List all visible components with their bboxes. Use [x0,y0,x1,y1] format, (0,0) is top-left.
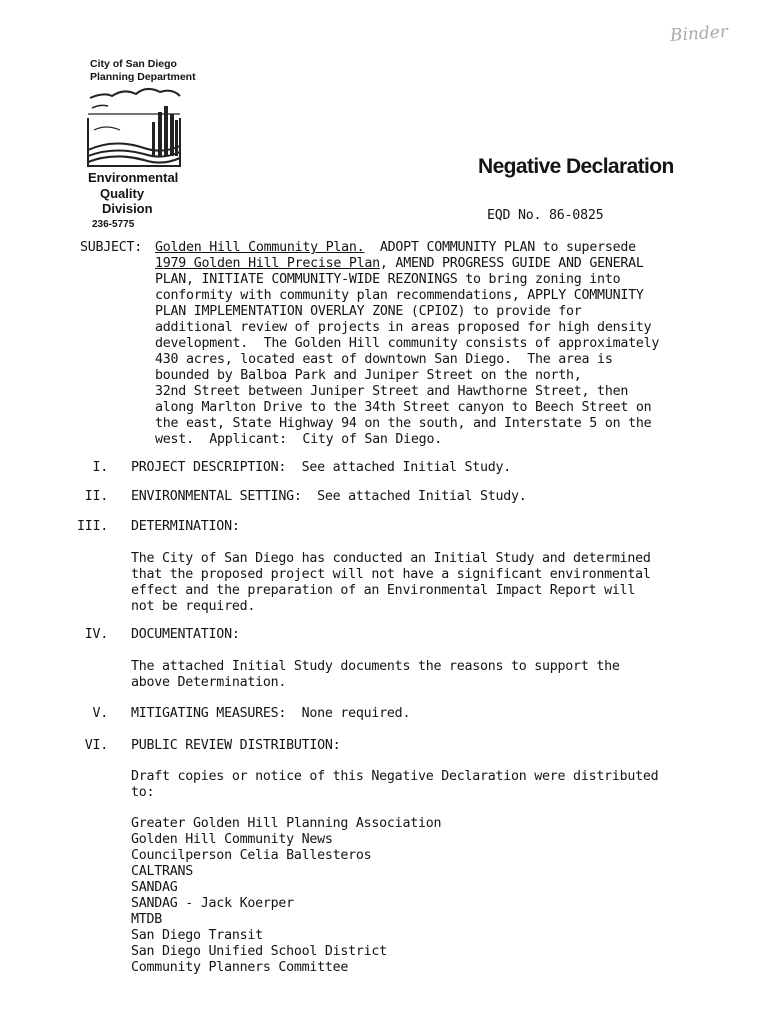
subject-line: along Marlton Drive to the 34th Street canyon to Beech Street on [155,400,652,415]
subject-line: development. The Golden Hill community consists of approximately [155,336,660,351]
phone-number: 236-5775 [92,219,135,230]
section-number: IV. [84,627,108,642]
subject-line: the east, State Highway 94 on the south, and Interstate 5 on the [155,416,652,431]
list-item: Councilperson Celia Ballesteros [131,848,372,863]
document-title: Negative Declaration [478,155,674,178]
department-name: Planning Department [90,71,196,83]
org-name: City of San Diego [90,58,177,70]
section-heading: DOCUMENTATION: [131,627,240,642]
section-heading: DETERMINATION: [131,519,240,534]
list-item: MTDB [131,912,163,927]
list-item: CALTRANS [131,864,194,879]
section-number: V. [92,706,108,721]
division-line-3: Division [102,201,153,216]
subject-line: Golden Hill Community Plan. ADOPT COMMUNITY PLAN to supersede [155,240,636,255]
list-item: Community Planners Committee [131,960,349,975]
subject-line: 32nd Street between Juniper Street and Hawthorne Street, then [155,384,629,399]
division-line-2: Quality [100,185,145,201]
list-item: SANDAG [131,880,178,895]
subject-title: Golden Hill Community Plan. [155,240,365,255]
division-title [88,170,178,217]
section-heading: MITIGATING MEASURES: None required. [131,706,411,721]
superseded-plan: 1979 Golden Hill Precise Plan [155,256,380,271]
eqd-number: EQD No. 86-0825 [487,208,604,223]
section-number: VI. [84,738,108,753]
subject-label: SUBJECT: [80,240,143,255]
subject-line: PLAN, INITIATE COMMUNITY-WIDE REZONINGS to bring zoning into [155,272,621,287]
list-item: SANDAG - Jack Koerper [131,896,294,911]
list-item: San Diego Unified School District [131,944,387,959]
section-body: The attached Initial Study documents the reasons to support the above Determination. [131,659,620,690]
list-item: Golden Hill Community News [131,832,333,847]
subject-line: PLAN IMPLEMENTATION OVERLAY ZONE (CPIOZ) to provide for [155,304,582,319]
city-seal-landscape-icon [84,86,184,172]
list-item: San Diego Transit [131,928,263,943]
section-heading: ENVIRONMENTAL SETTING: See attached Initial Study. [131,489,527,504]
section-heading: PROJECT DESCRIPTION: See attached Initial Study. [131,460,512,475]
subject-line: 430 acres, located east of downtown San Diego. The area is [155,352,613,367]
subject-line: additional review of projects in areas proposed for high density [155,320,652,335]
distribution-list [131,816,441,976]
division-line-1: Environmental [88,170,179,185]
section-body: The City of San Diego has conducted an Initial Study and determined that the proposed project will not have a significant environmental effect and the preparation of an Environmental Impact Report will not be required. [131,551,651,614]
subject-line: conformity with community plan recommendations, APPLY COMMUNITY [155,288,644,303]
subject-body [155,240,660,448]
subject-line: 1979 Golden Hill Precise Plan, AMEND PROGRESS GUIDE AND GENERAL [155,256,644,271]
section-number: II. [84,489,108,504]
section-number: I. [92,460,108,475]
handwritten-margin-note: Binder [669,22,729,46]
subject-line: west. Applicant: City of San Diego. [155,432,442,447]
department-header [90,58,196,84]
section-body: Draft copies or notice of this Negative Declaration were distributed to: [131,769,659,800]
section-number: III. [76,519,108,534]
list-item: Greater Golden Hill Planning Association [131,816,442,831]
subject-line: bounded by Balboa Park and Juniper Street on the north, [155,368,582,383]
section-heading: PUBLIC REVIEW DISTRIBUTION: [131,738,341,753]
